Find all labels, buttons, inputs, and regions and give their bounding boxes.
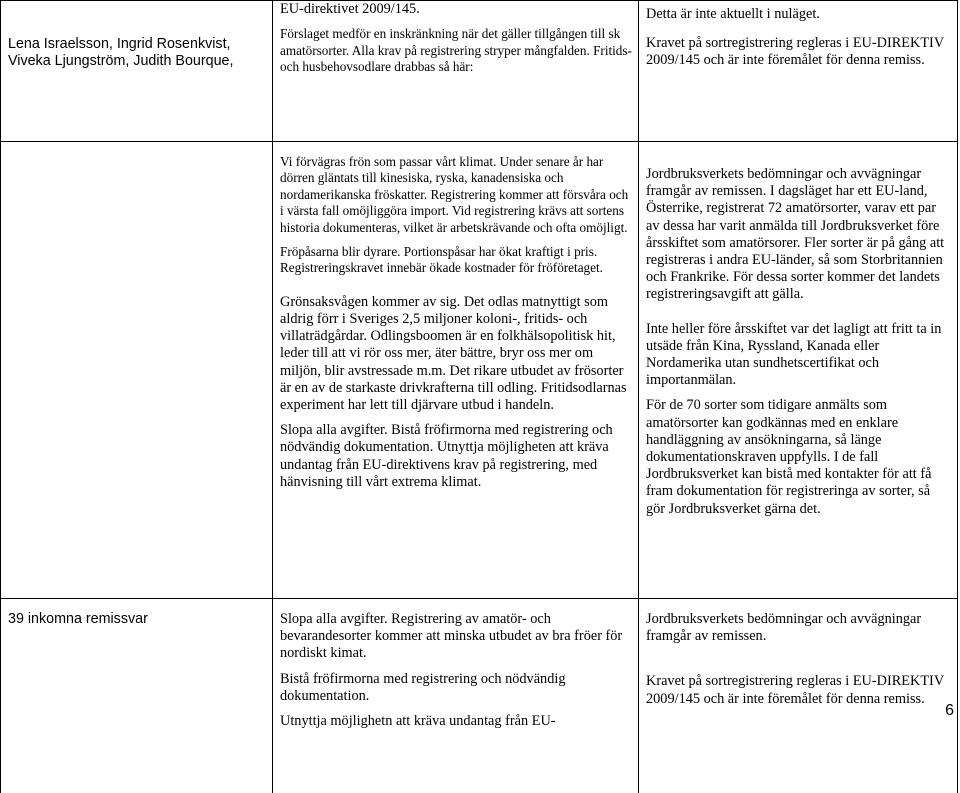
table-row [1, 1, 958, 142]
comment-cell [273, 1, 639, 142]
respondent-cell [1, 599, 273, 793]
response-paragraph: Inte heller före årsskiftet var det lagligt att fritt ta in utsäde från Kina, Ryssland, Kanada eller Nordamerika utan sundhetscertifikat och importanmälan. [646, 321, 952, 390]
response-cell [639, 599, 958, 793]
table-row [1, 142, 958, 599]
response-paragraph: Detta är inte aktuellt i nuläget. [646, 6, 952, 23]
comment-paragraph: Fröpåsarna blir dyrare. Portionspåsar har ökat kraftigt i pris. Registreringskravet innebär ökade kostnader för fröföretaget. [280, 244, 633, 277]
response-cell [639, 1, 958, 142]
comment-paragraph: Grönsaksvågen kommer av sig. Det odlas matnyttigt som aldrig förr i Sveriges 2,5 miljoner koloni-, fritids- och villaträdgårdar. Odlingsboomen är en folkhälsopolitisk hit, leder till att vi rör oss mer, äter bättre, bryr oss mer om miljön, blir avstressade m.m. Det rikare utbudet av frösorter är en av de starkaste drivkrafterna till odling. Fritidsodlarnas experiment har lett till djärvare utbud i handeln. [280, 294, 633, 414]
respondent-cell [1, 142, 273, 599]
respondent-names: Lena Israelsson, Ingrid Rosenkvist, Viveka Ljungström, Judith Bourque, [8, 36, 267, 70]
comment-paragraph: Bistå fröfirmorna med registrering och nödvändig dokumentation. [280, 671, 633, 705]
comment-paragraph: Slopa alla avgifter. Bistå fröfirmorna med registrering och nödvändig dokumentation. Utnyttja möjligheten att kräva undantag från EU-direktivens krav på registrering, med hänvisning till vårt extrema klimat. [280, 422, 633, 491]
comment-cell [273, 142, 639, 599]
comment-paragraph: Utnyttja möjlighetn att kräva undantag från EU- [280, 713, 633, 730]
comment-paragraph: Slopa alla avgifter. Registrering av amatör- och bevarandesorter kommer att minska utbudet av bra fröer för nordiskt kimat. [280, 611, 633, 663]
respondent-count: 39 inkomna remissvar [8, 611, 267, 628]
response-paragraph: För de 70 sorter som tidigare anmälts som amatörsorter kan godkännas med en enklare handläggning av ansökningarna, så länge dokumentationskraven uppfylls. I de fall Jordbruksverket kan bistå med kontakter för att få fram dokumentation för registreringa av sorter, så gör Jordbruksverket gärna det. [646, 397, 952, 517]
respondent-cell [1, 1, 273, 142]
response-cell [639, 142, 958, 599]
response-paragraph: Jordbruksverkets bedömningar och avvägningar framgår av remissen. [646, 611, 952, 645]
table-row [1, 599, 958, 793]
comment-paragraph: EU-direktivet 2009/145. [280, 1, 633, 18]
response-paragraph: Kravet på sortregistrering regleras i EU-DIREKTIV 2009/145 och är inte föremålet för denna remiss. [646, 673, 952, 707]
comment-paragraph: Vi förvägras frön som passar vårt klimat. Under senare år har dörren gläntats till kinesiska, ryska, kanadensiska och nordamerikanska fröskatter. Registrering kommer att försvåra och i värsta fall omöjliggöra import. Vid registrering krävs att sortens historia dokumenteras, vilket är arbetskrävande och ofta omöjligt. [280, 154, 633, 236]
comment-paragraph: Förslaget medför en inskränkning när det gäller tillgången till sk amatörsorter. Alla krav på registrering stryper mångfalden. Fritids- och husbehovsodlare drabbas så här: [280, 26, 633, 75]
comment-cell [273, 599, 639, 793]
response-paragraph: Kravet på sortregistrering regleras i EU-DIREKTIV 2009/145 och är inte föremålet för denna remiss. [646, 35, 952, 69]
page-number: 6 [945, 702, 954, 719]
response-paragraph: Jordbruksverkets bedömningar och avvägningar framgår av remissen. I dagsläget har ett EU-land, Österrike, registrerat 72 amatörsorter, varav ett par av dessa har varit anmälda till Jordbruksverket före årsskiftet som amatörsorer. Fler sorter är på gång att registreras i andra EU-länder, så som Storbritannien och Frankrike. För dessa sorter kommer det landets registreringsavgift att gälla. [646, 166, 952, 304]
